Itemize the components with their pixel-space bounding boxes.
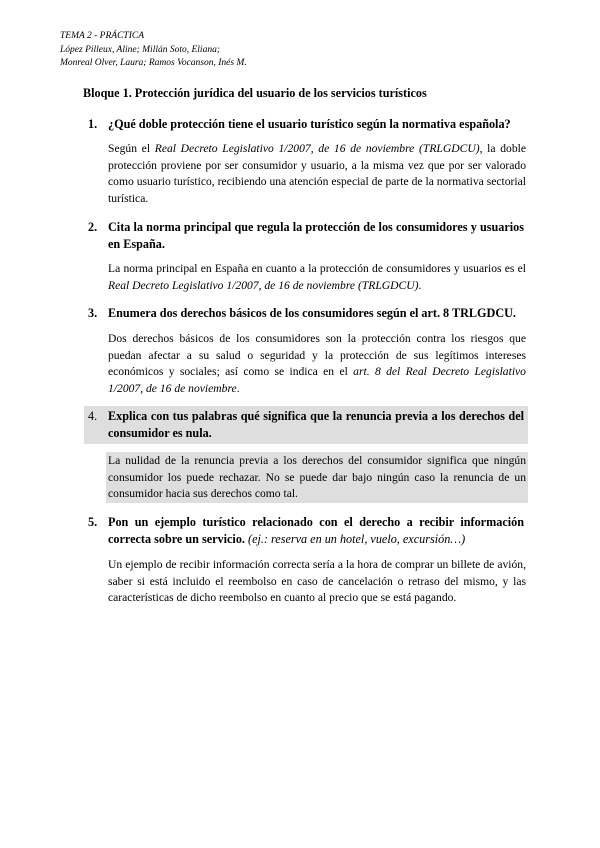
header-topic: TEMA 2 - PRÁCTICA — [60, 31, 145, 41]
law-reference: Real Decreto Legislativo 1/2007, de 16 de noviembre (TRLGDCU) — [154, 142, 480, 155]
question-2 — [88, 219, 524, 253]
law-reference: art. 8 del Real Decreto Legislativo 1/2007, de 16 de noviembre — [108, 365, 526, 395]
answer-1: Según el Real Decreto Legislativo 1/2007, de 16 de noviembre (TRLGDCU), la doble protección proviene por ser consumidor y usuario, a la misma vez que por ser valorado como usuario turístico, recibiendo una atención especial de parte de la normativa sectorial turística. — [108, 142, 526, 205]
answer-2: La norma principal en España en cuanto a la protección de consumidores y usuarios es el Real Decreto Legislativo 1/2007, de 16 de noviembre (TRLGDCU). — [108, 262, 526, 292]
law-reference: Real Decreto Legislativo 1/2007, de 16 de noviembre (TRLGDCU) — [108, 278, 419, 292]
question-example: (ej.: reserva en un hotel, vuelo, excursión…) — [248, 532, 466, 546]
question-3 — [88, 305, 524, 322]
answer-3: Dos derechos básicos de los consumidores son la protección contra los riesgos que puedan afectar a su salud o seguridad y la protección de sus legítimos intereses económicos y sociales; así como se indica en el art. 8 del Real Decreto Legislativo 1/2007, de 16 de noviembre. — [108, 332, 526, 395]
question-number: 3. — [88, 306, 98, 320]
header-authors-line2: Monreal Olver, Laura; Ramos Vocanson, Inés M. — [60, 58, 247, 68]
question-text: Explica con tus palabras qué significa que la renuncia previa a los derechos del consumidor es nula. — [108, 409, 524, 440]
question-number: 4. — [88, 409, 98, 423]
question-number: 2. — [88, 220, 98, 234]
question-number: 1. — [88, 117, 98, 131]
question-text: Cita la norma principal que regula la protección de los consumidores y usuarios en España. — [108, 220, 524, 251]
block-title: Bloque 1. Protección jurídica del usuario de los servicios turísticos — [83, 86, 427, 100]
question-1 — [88, 116, 524, 133]
question-4 — [88, 408, 524, 442]
header — [60, 30, 360, 71]
question-text: Pon un ejemplo turístico relacionado con el derecho a recibir información correcta sobre un servicio. — [108, 515, 524, 546]
answer-5: Un ejemplo de recibir información correcta sería a la hora de comprar un billete de avión, saber si está incluido el reembolso en caso de cancelación o retraso del mismo, y las características de dicho reembolso en cuanto al precio que se está pagando. — [108, 558, 526, 604]
header-authors-line1: López Pilleux, Aline; Millán Soto, Eliana; — [60, 44, 220, 55]
question-text: Enumera dos derechos básicos de los consumidores según el art. 8 TRLGDCU. — [108, 306, 516, 320]
question-text: ¿Qué doble protección tiene el usuario turístico según la normativa española? — [108, 117, 511, 131]
question-5 — [88, 514, 524, 548]
question-number: 5. — [88, 515, 98, 529]
answer-4: La nulidad de la renuncia previa a los derechos del consumidor significa que ningún consumidor los puede rechazar. No se puede dar bajo ningún caso la renuncia de un consumidor hacia sus derechos como tal. — [108, 454, 526, 500]
